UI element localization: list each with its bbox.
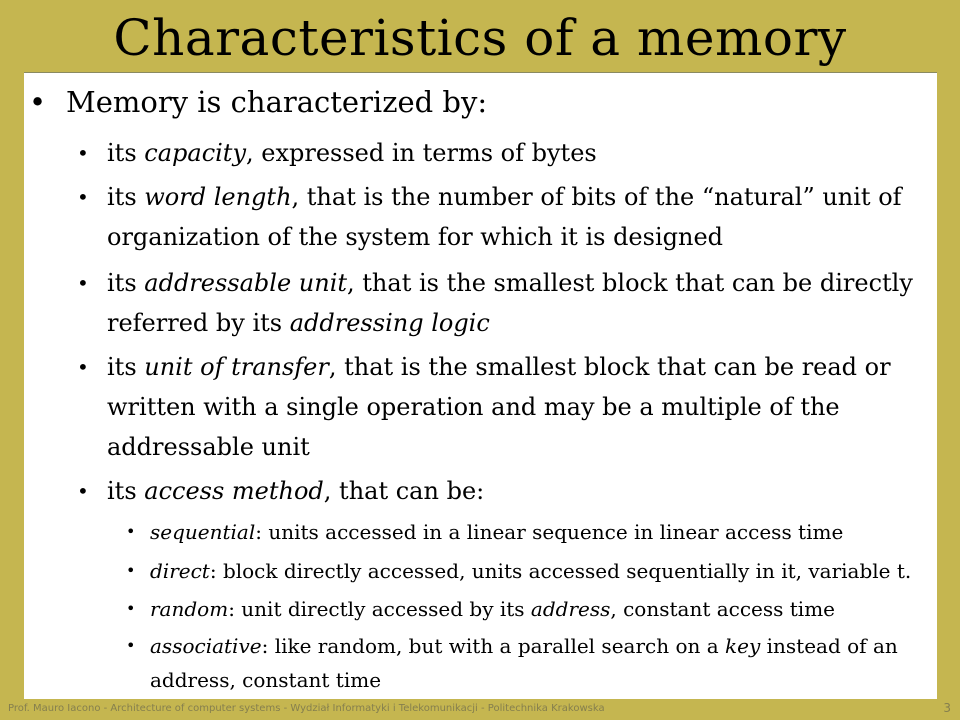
sub-item-text: random: unit directly accessed by its address, constant access time — [150, 597, 835, 621]
bullet-glyph: • — [126, 561, 136, 580]
content-panel — [24, 72, 937, 699]
term-sequential: sequential — [150, 520, 256, 544]
sub-item-text: associative: like random, but with a parallel search on a key instead of an address, constant time — [150, 634, 898, 692]
term-word-length: word length — [144, 183, 292, 211]
bullet-glyph: • — [126, 522, 136, 541]
term-addressing-logic: addressing logic — [289, 309, 490, 337]
term-addressable-unit: addressable unit — [144, 269, 348, 297]
list-item-text: its word length, that is the number of bits of the “natural” unit of organization of the system for which it is designed — [107, 183, 902, 251]
list-item-text: its unit of transfer, that is the smallest block that can be read or written with a single operation and may be a multiple of the addressable unit — [107, 353, 891, 461]
intro-text: Memory is characterized by: — [66, 85, 488, 119]
term-random: random — [150, 597, 229, 621]
list-item-text: its capacity, expressed in terms of bytes — [107, 139, 597, 167]
bullet-glyph: • — [77, 355, 89, 379]
term-access-method: access method — [144, 477, 324, 505]
bullet-glyph: • — [77, 479, 89, 503]
sub-item-text: sequential: units accessed in a linear sequence in linear access time — [150, 520, 844, 544]
term-associative: associative — [150, 634, 262, 658]
bullet-glyph: • — [77, 141, 89, 165]
bullet-glyph: • — [29, 85, 47, 119]
sub-item-text: direct: block directly accessed, units accessed sequentially in it, variable t. — [150, 559, 912, 583]
slide-title: Characteristics of a memory — [113, 9, 847, 67]
term-direct: direct — [150, 559, 210, 583]
bullet-glyph: • — [77, 271, 89, 295]
term-unit-of-transfer: unit of transfer — [144, 353, 329, 381]
term-capacity: capacity — [144, 139, 247, 167]
term-key: key — [725, 634, 761, 658]
bullet-glyph: • — [77, 185, 89, 209]
list-item-text: its addressable unit, that is the smallest block that can be directly referred by its addressing logic — [107, 269, 913, 337]
bullet-glyph: • — [126, 599, 136, 618]
bullet-glyph: • — [126, 636, 136, 655]
footer-text: Prof. Mauro Iacono - Architecture of computer systems - Wydział Informatyki i Telekomunikacji - Politechnika Krakowska — [8, 703, 605, 714]
list-item-text: its access method, that can be: — [107, 477, 485, 505]
page-number: 3 — [943, 701, 951, 715]
term-address: address — [530, 597, 611, 621]
